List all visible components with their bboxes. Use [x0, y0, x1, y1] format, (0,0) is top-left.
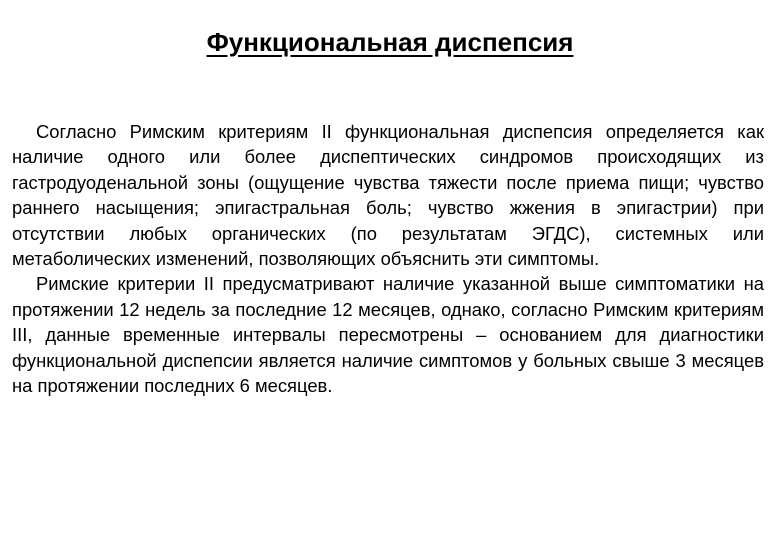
slide-title: Функциональная диспепсия	[206, 27, 574, 57]
paragraph-rome-iii-criteria: Римские критерии II предусматривают наличие указанной выше симптоматики на протяжении 12 недель за последние 12 месяцев, однако, согласно Римским критериям III, данные временные интервалы пересмотрены – основанием для диагностики функциональной диспепсии является наличие симптомов у больных свыше 3 месяцев на протяжении последних 6 месяцев.	[12, 273, 764, 397]
slide-body	[12, 119, 764, 398]
paragraph-rome-ii-definition: Согласно Римским критериям II функциональная диспепсия определяется как наличие одного или более диспептических синдромов происходящих из гастродуоденальной зоны (ощущение чувства тяжести после приема пищи; чувство раннего насыщения; эпигастральная боль; чувство жжения в эпигастрии) при отсутствии любых органических (по результатам ЭГДС), системных или метаболических изменений, позволяющих объяснить эти симптомы.	[12, 121, 764, 270]
